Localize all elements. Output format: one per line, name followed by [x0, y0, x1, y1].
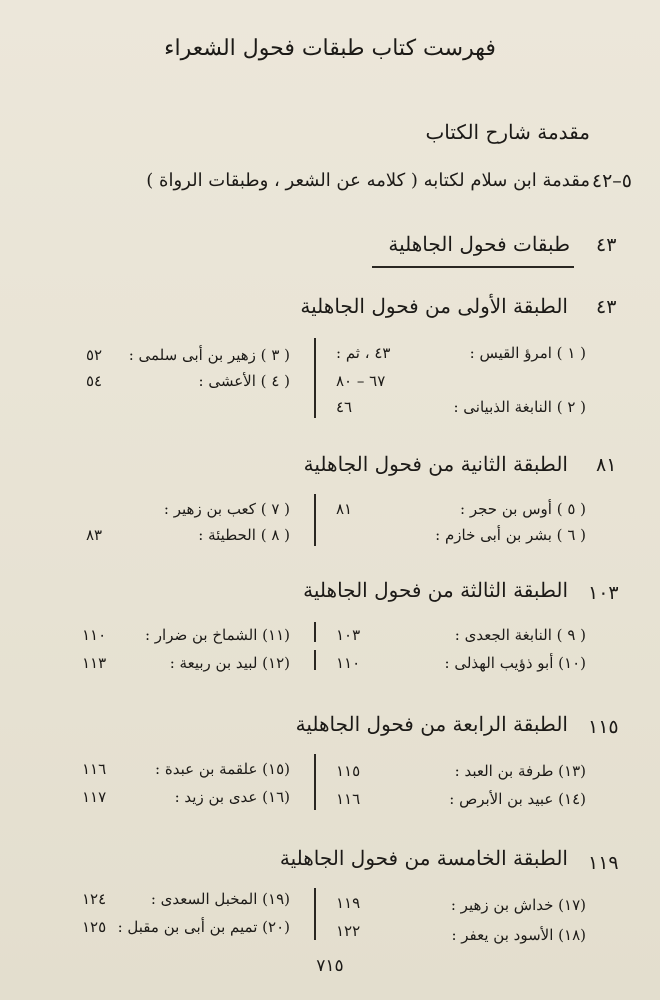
entry-15-name: (١٥) علقمة بن عبدة :	[155, 760, 290, 778]
entry-10-page: ١١٠	[336, 654, 361, 672]
entry-17-name: (١٧) خداش بن زهير :	[450, 896, 586, 914]
footer-page-number: ٧١٥	[316, 956, 344, 976]
entry-10-name: (١٠) أبو ذؤيب الهذلى :	[444, 654, 586, 672]
column-divider	[314, 888, 316, 940]
entry-5-name: ( ٥ ) أوس بن حجر :	[460, 500, 586, 518]
entry-18-name: (١٨) الأسود بن يعفر :	[451, 926, 586, 944]
entry-18-page: ١٢٢	[336, 922, 361, 940]
entry-14-name: (١٤) عبيد بن الأبرص :	[449, 790, 586, 808]
entry-20-name: (٢٠) تميم بن أبى بن مقبل :	[117, 918, 290, 936]
intro-commentator-label: مقدمة شارح الكتاب	[425, 120, 590, 144]
entry-9-page: ١٠٣	[336, 626, 361, 644]
section-2-page: ٨١	[596, 454, 617, 476]
section-4-page: ١١٥	[588, 716, 619, 738]
intro-ibn-sallam-page: ٥–٤٢	[591, 170, 632, 192]
entry-9-name: ( ٩ ) النابغة الجعدى :	[454, 626, 586, 644]
entry-8-page: ٨٣	[86, 526, 103, 544]
entry-6-name: ( ٦ ) بشر بن أبى خازم :	[435, 526, 586, 544]
column-divider	[314, 338, 316, 418]
section-3-title: الطبقة الثالثة من فحول الجاهلية	[303, 578, 568, 602]
entry-17-page: ١١٩	[336, 894, 361, 912]
page-title: فهرست كتاب طبقات فحول الشعراء	[164, 36, 496, 61]
entry-2-page: ٤٦	[336, 398, 353, 416]
column-divider	[314, 622, 316, 642]
column-divider	[314, 650, 316, 670]
column-divider	[314, 754, 316, 810]
intro-ibn-sallam-label: مقدمة ابن سلام لكتابه ( كلامه عن الشعر ، وطبقات الرواة )	[146, 170, 590, 191]
entry-12-name: (١٢) لبيد بن ربيعة :	[169, 654, 290, 672]
section-2-title: الطبقة الثانية من فحول الجاهلية	[303, 452, 568, 476]
entry-11-page: ١١٠	[82, 626, 107, 644]
section-5-page: ١١٩	[588, 852, 619, 874]
entry-20-page: ١٢٥	[82, 918, 107, 936]
entry-4-page: ٥٤	[86, 372, 103, 390]
entry-11-name: (١١) الشماخ بن ضرار :	[144, 626, 290, 644]
entry-19-page: ١٢٤	[82, 890, 107, 908]
entry-15-page: ١١٦	[82, 760, 107, 778]
section-1-title: الطبقة الأولى من فحول الجاهلية	[300, 294, 568, 318]
entry-19-name: (١٩) المخبل السعدى :	[150, 890, 290, 908]
entry-1-page: ٤٣ ، ثم :	[336, 344, 391, 362]
section-4-title: الطبقة الرابعة من فحول الجاهلية	[295, 712, 568, 736]
entry-3-name: ( ٣ ) زهير بن أبى سلمى :	[128, 346, 290, 364]
section-1-page: ٤٣	[596, 296, 617, 318]
entry-2-name: ( ٢ ) النابغة الذبيانى :	[453, 398, 586, 416]
main-heading-page: ٤٣	[596, 234, 617, 256]
entry-16-page: ١١٧	[82, 788, 107, 806]
entry-12-page: ١١٣	[82, 654, 107, 672]
entry-1-name: ( ١ ) امرؤ القيس :	[469, 344, 586, 362]
entry-14-page: ١١٦	[336, 790, 361, 808]
entry-8-name: ( ٨ ) الحطيئة :	[198, 526, 290, 544]
section-5-title: الطبقة الخامسة من فحول الجاهلية	[279, 846, 568, 870]
main-heading: طبقات فحول الجاهلية	[388, 232, 570, 256]
column-divider	[314, 494, 316, 546]
entry-13-page: ١١٥	[336, 762, 361, 780]
entry-3-page: ٥٢	[86, 346, 103, 364]
entry-13-name: (١٣) طرفة بن العبد :	[454, 762, 586, 780]
entry-7-name: ( ٧ ) كعب بن زهير :	[163, 500, 290, 518]
entry-1-page-cont: ٦٧ – ٨٠	[336, 372, 386, 390]
entry-16-name: (١٦) عدى بن زيد :	[174, 788, 290, 806]
main-heading-underline	[372, 266, 574, 268]
entry-4-name: ( ٤ ) الأعشى :	[198, 372, 290, 390]
section-3-page: ١٠٣	[588, 582, 619, 604]
entry-5-page: ٨١	[336, 500, 353, 518]
